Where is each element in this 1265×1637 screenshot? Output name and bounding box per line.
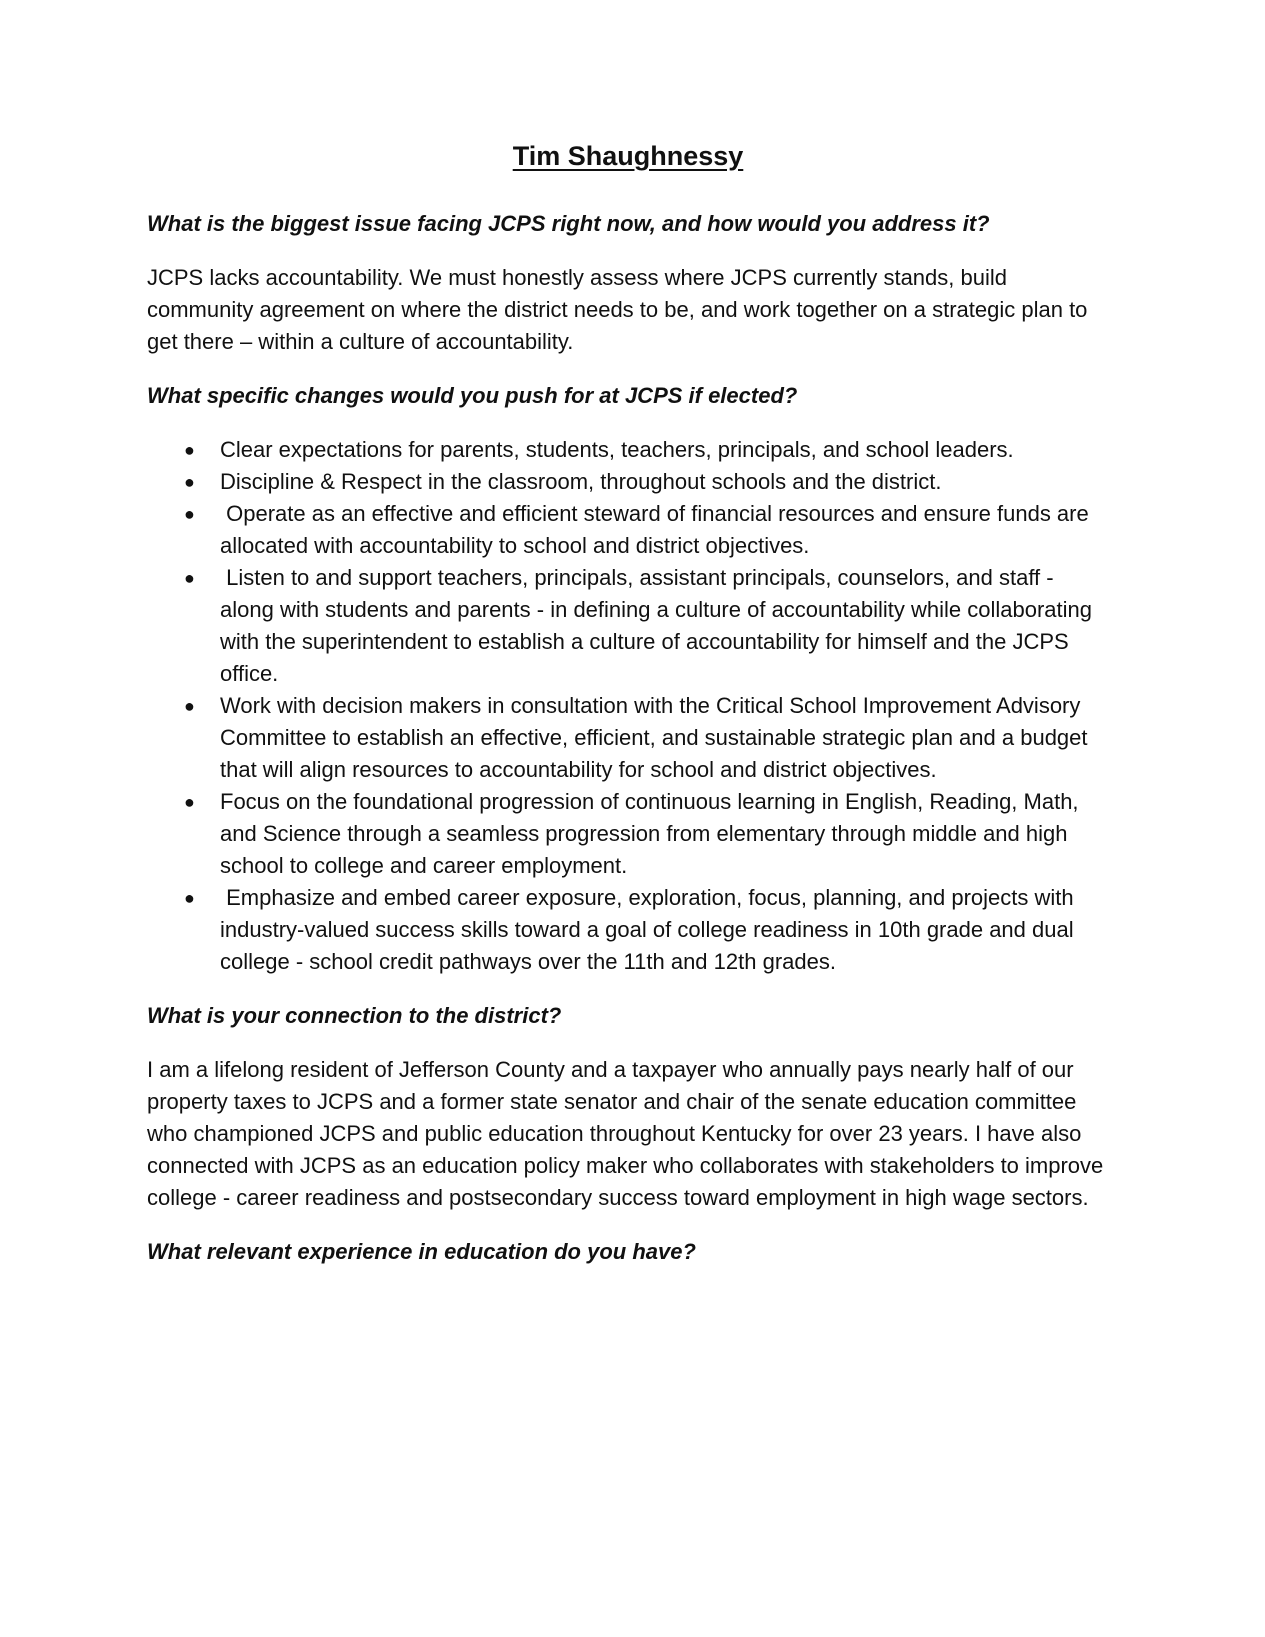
bullet-icon: ● [184,791,195,812]
bullet-icon: ● [184,503,195,524]
bullet-icon: ● [184,887,195,908]
list-item-text: Work with decision makers in consultation with the Critical School Improvement Advisory Committee to establish an effective, efficient, and sustainable strategic plan and a budget that will align resources to accountability for school and district objectives. [220,692,1088,782]
answer-biggest-issue: JCPS lacks accountability. We must honestly assess where JCPS currently stands, build community agreement on where the district needs to be, and work together on a strategic plan to get there – within a culture of accountability. [147,264,1088,354]
changes-list [147,434,1109,978]
list-item [147,466,1109,498]
question-specific-changes: What specific changes would you push for at JCPS if elected? [147,382,798,408]
answer-connection: I am a lifelong resident of Jefferson County and a taxpayer who annually pays nearly half of our property taxes to JCPS and a former state senator and chair of the senate education committee who championed JCPS and public education throughout Kentucky for over 23 years. I have also connected with JCPS as an education policy maker who collaborates with stakeholders to improve college - career readiness and postsecondary success toward employment in high wage sectors. [147,1056,1104,1210]
list-item-text: Emphasize and embed career exposure, exploration, focus, planning, and projects with industry-valued success skills toward a goal of college readiness in 10th grade and dual college - school credit pathways over the 11th and 12th grades. [220,884,1080,974]
list-item-text: Discipline & Respect in the classroom, throughout schools and the district. [220,468,942,494]
list-item [147,690,1109,786]
list-item-text: Operate as an effective and efficient steward of financial resources and ensure funds are allocated with accountability to school and district objectives. [220,500,1095,558]
question-connection: What is your connection to the district? [147,1002,562,1028]
document-title: Tim Shaughnessy [512,141,744,171]
bullet-icon: ● [184,695,195,716]
list-item-text: Clear expectations for parents, students, teachers, principals, and school leaders. [220,436,1014,462]
bullet-icon: ● [184,439,195,460]
list-item [147,562,1109,690]
question-experience: What relevant experience in education do you have? [147,1238,696,1264]
list-item [147,882,1109,978]
list-item [147,786,1109,882]
list-item-text: Listen to and support teachers, principals, assistant principals, counselors, and staff - along with students and parents - in defining a culture of accountability while collaborating with the superintendent to establish a culture of accountability for himself and the JCPS office. [220,564,1099,686]
list-item [147,434,1109,466]
bullet-icon: ● [184,567,195,588]
bullet-icon: ● [184,471,195,492]
document-body [147,140,1109,1290]
list-item-text: Focus on the foundational progression of continuous learning in English, Reading, Math, and Science through a seamless progression from elementary through middle and high school to college and career employment. [220,788,1079,878]
list-item [147,498,1109,562]
question-biggest-issue: What is the biggest issue facing JCPS right now, and how would you address it? [147,210,990,236]
